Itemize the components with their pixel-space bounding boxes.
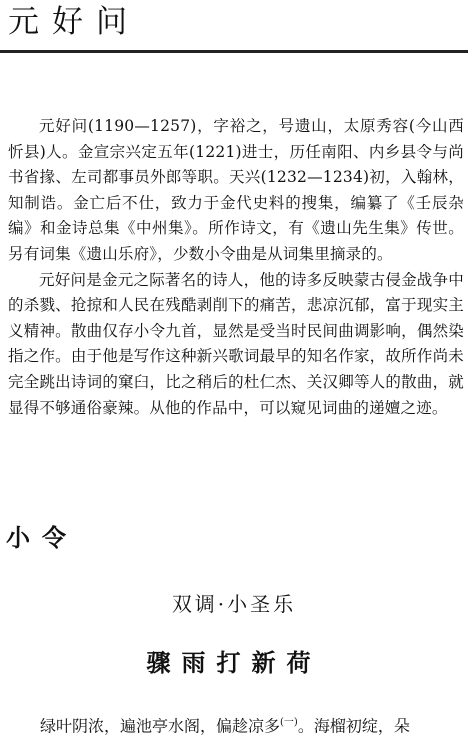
tune-name: 双调·小圣乐 bbox=[171, 592, 297, 616]
biography-block bbox=[8, 114, 464, 421]
verse-text-cont: 。海榴初绽，朵 bbox=[297, 716, 410, 736]
verse-line bbox=[8, 710, 468, 739]
page-title: 元好问 bbox=[8, 4, 140, 40]
song-title: 骤雨打新荷 bbox=[146, 648, 322, 677]
bio-paragraph: 元好问是金元之际著名的诗人，他的诗多反映蒙古侵金战争中的杀戮、抢掠和人民在残酷剥削下的痛苦，悲凉沉郁，富于现实主义精神。散曲仅存小令九首，显然是受当时民间曲调影响，偶然染指之作。由于他是写作这种新兴歌词最早的知名作家，故所作尚未完全跳出诗词的窠臼，比之稍后的杜仁杰、关汉卿等人的散曲，就显得不够通俗豪辣。从他的作品中，可以窥见词曲的递嬗之迹。 bbox=[8, 270, 464, 417]
bio-paragraph: 元好问(1190—1257)，字裕之，号遗山，太原秀容(今山西忻县)人。金宣宗兴定五年(1221)进士，历任南阳、内乡县令与尚书省掾、左司都事员外郎等职。天兴(1232—1234)初，入翰林，知制诰。金亡后不仕，致力于金代史料的搜集，编纂了《壬辰杂编》和金诗总集《中州集》。所作诗文，有《遗山先生集》传世。另有词集《遗山乐府》，少数小令曲是从词集里摘录的。 bbox=[8, 117, 464, 263]
title-divider bbox=[0, 50, 468, 53]
footnote-marker: (一) bbox=[280, 717, 298, 728]
verse-text: 绿叶阴浓，遍池亭水阁，偏趁凉多 bbox=[40, 716, 281, 736]
verse-block bbox=[8, 710, 468, 739]
section-heading: 小令 bbox=[6, 524, 78, 552]
